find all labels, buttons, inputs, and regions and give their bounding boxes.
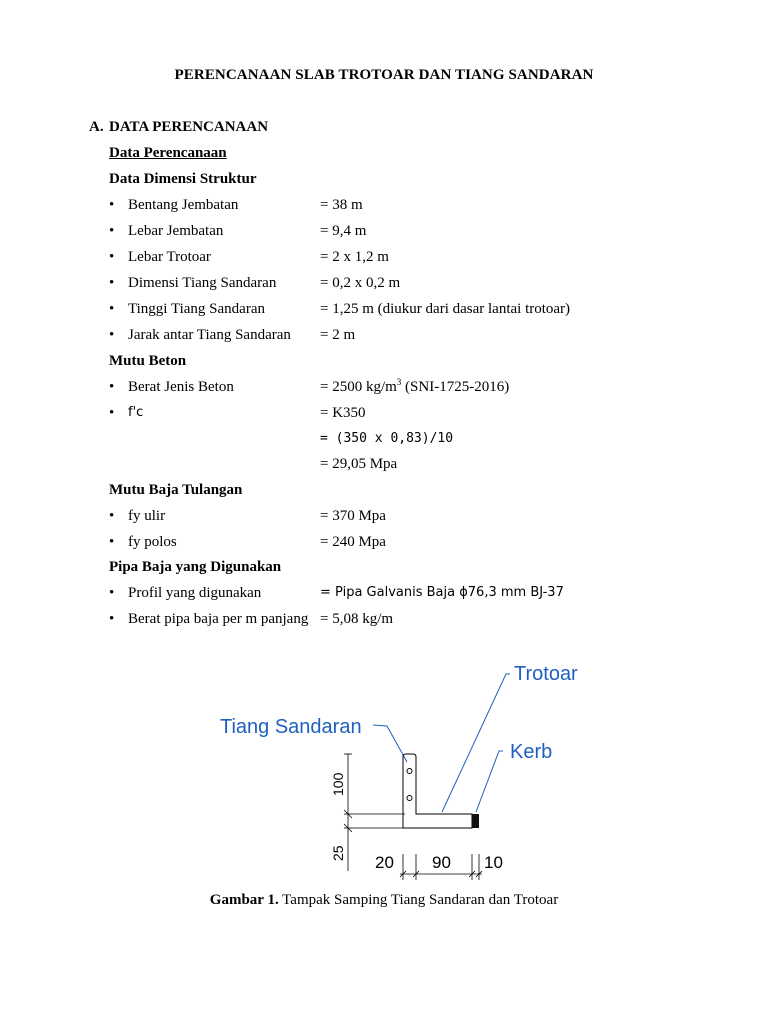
item-label: Dimensi Tiang Sandaran [128, 275, 277, 291]
item-label: Bentang Jembatan [128, 197, 239, 213]
dim-height-upper: 100 [330, 772, 346, 796]
bullet-icon: • [109, 508, 115, 524]
fc-formula: = (350 x 0,83)/10 [320, 431, 454, 446]
item-value: = 2 x 1,2 m [320, 249, 389, 265]
item-label: Lebar Jembatan [128, 223, 224, 239]
heading-mutu-beton: Mutu Beton [109, 353, 187, 369]
item-value: = 1,25 m (diukur dari dasar lantai trotoar) [320, 301, 571, 317]
section-number: A. [89, 119, 104, 135]
label-trotoar: Trotoar [514, 663, 578, 685]
item-value: = 2 m [320, 327, 356, 343]
fc-result: = 29,05 Mpa [320, 456, 398, 472]
tiang-sandaran-leader [373, 725, 407, 762]
section-label: DATA PERENCANAAN [109, 119, 269, 135]
bullet-icon: • [109, 379, 115, 395]
item-label: f'c [128, 405, 144, 420]
structure-outline [403, 754, 472, 828]
item-label: Berat pipa baja per m panjang [128, 611, 309, 627]
pipe-hole-lower [407, 796, 412, 801]
item-value: = 370 Mpa [320, 508, 386, 524]
item-value: = 0,2 x 0,2 m [320, 275, 401, 291]
item-label: Lebar Trotoar [128, 249, 211, 265]
pipe-hole-upper [407, 769, 412, 774]
item-label: Tinggi Tiang Sandaran [128, 301, 265, 317]
bullet-icon: • [109, 249, 115, 265]
dim-height-lower: 25 [330, 845, 346, 861]
dim-width-mid: 90 [432, 853, 451, 872]
item-value: = 240 Mpa [320, 534, 386, 550]
heading-dimensi-struktur: Data Dimensi Struktur [109, 171, 257, 187]
dim-width-right: 10 [484, 853, 503, 872]
bullet-icon: • [109, 223, 115, 239]
item-label: fy ulir [128, 508, 166, 524]
heading-mutu-baja: Mutu Baja Tulangan [109, 482, 243, 498]
item-value: = 38 m [320, 197, 363, 213]
bullet-icon: • [109, 197, 115, 213]
heading-pipa-baja: Pipa Baja yang Digunakan [109, 559, 282, 575]
item-label: Profil yang digunakan [128, 585, 262, 601]
bullet-icon: • [109, 405, 115, 421]
dim-width-left: 20 [375, 853, 394, 872]
item-value: = 2500 $kg/m^3$ (SNI-1725-2016) [320, 377, 510, 395]
item-label: Berat Jenis Beton [128, 379, 234, 395]
subheading-data-perencanaan: Data Perencanaan [109, 145, 227, 161]
caption-label: Gambar 1. [209, 892, 279, 908]
caption-text: Tampak Samping Tiang Sandaran dan Trotoar [278, 892, 559, 908]
label-kerb: Kerb [510, 741, 553, 763]
item-label: Jarak antar Tiang Sandaran [128, 327, 291, 343]
trotoar-leader [442, 674, 510, 812]
item-value: = K350 [320, 405, 366, 421]
figure-caption [0, 892, 768, 909]
bullet-icon: • [109, 327, 115, 343]
bullet-icon: • [109, 585, 115, 601]
document-title: PERENCANAAN SLAB TROTOAR DAN TIANG SANDARAN [174, 67, 594, 83]
kerb-leader [476, 751, 503, 812]
bullet-icon: • [109, 275, 115, 291]
kerb-block [472, 814, 479, 828]
item-value: = 5,08 kg/m [320, 611, 394, 627]
item-label: fy polos [128, 534, 177, 550]
label-tiang-sandaran: Tiang Sandaran [220, 716, 362, 738]
item-value: = Pipa Galvanis Baja ϕ76,3 mm BJ-37 [320, 585, 564, 600]
section-heading [89, 119, 268, 136]
tampak-samping-figure [210, 638, 610, 883]
bullet-icon: • [109, 301, 115, 317]
bullet-icon: • [109, 534, 115, 550]
item-value: = 9,4 m [320, 223, 367, 239]
bullet-icon: • [109, 611, 115, 627]
